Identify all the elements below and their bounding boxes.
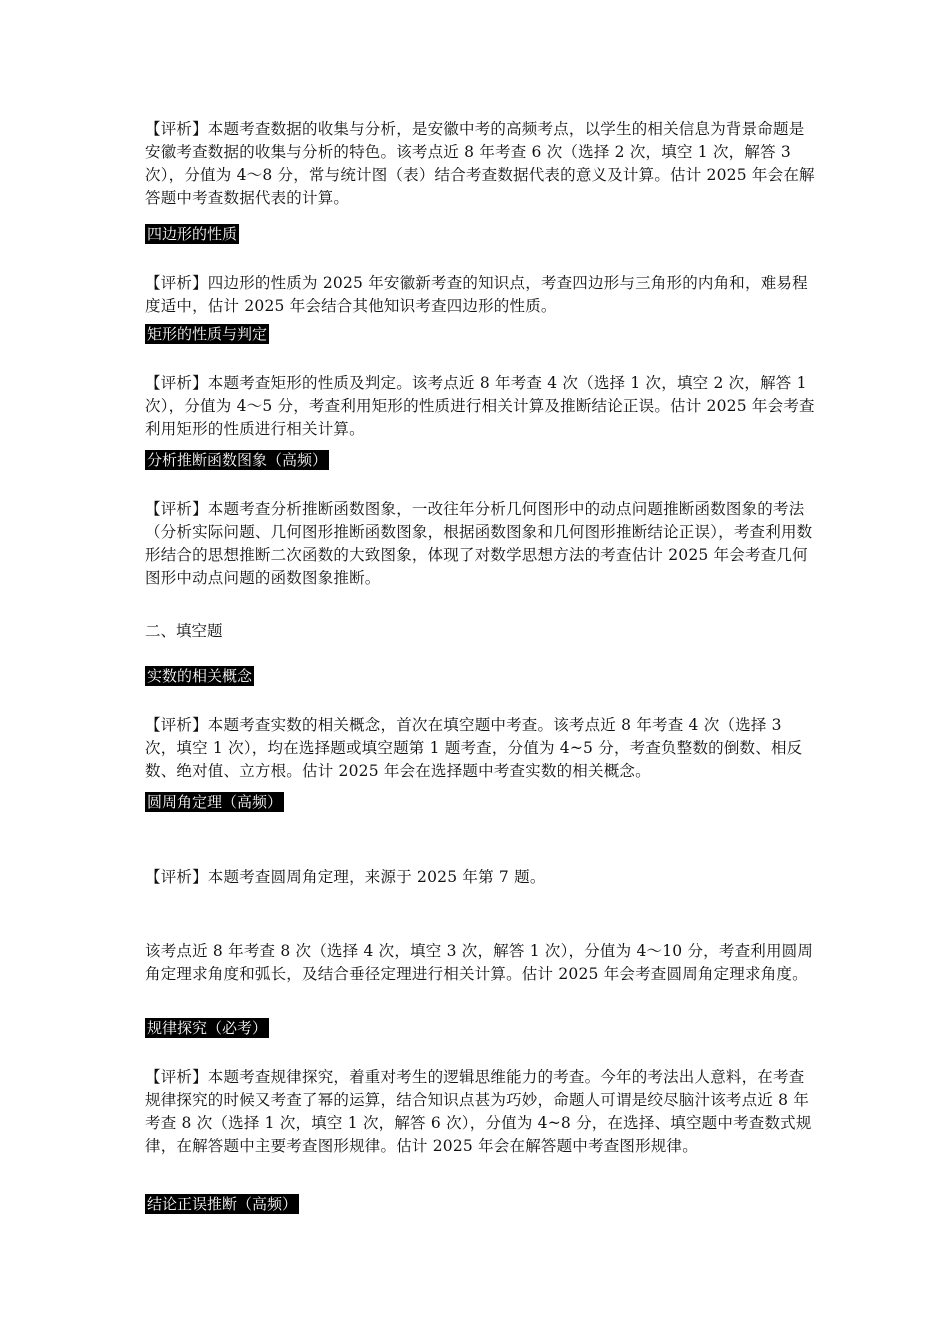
heading-conclusion-judgement: 结论正误推断（高频） xyxy=(147,1195,298,1213)
paragraph-inscribed-angle-stats: 该考点近 8 年考查 8 次（选择 4 次，填空 3 次，解答 1 次），分值为 4～10 分，考查利用圆周角定理求角度和弧长，及结合垂径定理进行相关计算。估计 2025 年会考查圆周角定理求角度。 xyxy=(145,942,814,983)
paragraph-function-graph: 【评析】本题考查分析推断函数图象，一改往年分析几何图形中的动点问题推断函数图象的考法（分析实际问题、几何图形推断函数图象，根据函数图象和几何图形推断结论正误），考查利用数形结合的思想推断二次函数的大致图象，体现了对数学思想方法的考查估计 2025 年会考查几何图形中动点问题的函数图象推断。 xyxy=(145,500,813,587)
heading-real-numbers: 实数的相关概念 xyxy=(147,667,253,685)
heading-rectangle: 矩形的性质与判定 xyxy=(147,325,268,343)
heading-quadrilateral: 四边形的性质 xyxy=(147,225,238,243)
heading-pattern-exploration: 规律探究（必考） xyxy=(147,1019,268,1037)
paragraph-inscribed-angle: 【评析】本题考查圆周角定理，来源于 2025 年第 7 题。 xyxy=(145,868,546,886)
paragraph-real-numbers: 【评析】本题考查实数的相关概念，首次在填空题中考查。该考点近 8 年考查 4 次（选择 3 次，填空 1 次），均在选择题或填空题第 1 题考查，分值为 4~5 分，考查负整数的倒数、相反数、绝对值、立方根。估计 2025 年会在选择题中考查实数的相关概念。 xyxy=(145,716,803,780)
paragraph-rectangle: 【评析】本题考查矩形的性质及判定。该考点近 8 年考查 4 次（选择 1 次，填空 2 次，解答 1 次），分值为 4～5 分，考查利用矩形的性质进行相关计算及推断结论正误。估计 2025 年会考查利用矩形的性质进行相关计算。 xyxy=(145,374,815,438)
heading-inscribed-angle: 圆周角定理（高频） xyxy=(147,793,283,811)
heading-function-graph: 分析推断函数图象（高频） xyxy=(147,451,328,469)
paragraph-pattern-exploration: 【评析】本题考查规律探究，着重对考生的逻辑思维能力的考查。今年的考法出人意料，在考查规律探究的时候又考查了幂的运算，结合知识点甚为巧妙，命题人可谓是绞尽脑汁该考点近 8 年考查 8 次（选择 1 次，填空 1 次，解答 6 次），分值为 4~8 分，在选择、填空题中考查数式规律，在解答题中主要考查图形规律。估计 2025 年会在解答题中考查图形规律。 xyxy=(145,1068,812,1155)
paragraph-data-analysis: 【评析】本题考查数据的收集与分析，是安徽中考的高频考点，以学生的相关信息为背景命题是安徽考查数据的收集与分析的特色。该考点近 8 年考查 6 次（选择 2 次，填空 1 次，解答 3 次），分值为 4～8 分，常与统计图（表）结合考查数据代表的意义及计算。估计 2025 年会在解答题中考查数据代表的计算。 xyxy=(145,120,815,207)
section-fill-in-blank: 二、填空题 xyxy=(145,622,223,640)
paragraph-quadrilateral: 【评析】四边形的性质为 2025 年安徽新考查的知识点，考查四边形与三角形的内角和，难易程度适中，估计 2025 年会结合其他知识考查四边形的性质。 xyxy=(145,274,808,315)
